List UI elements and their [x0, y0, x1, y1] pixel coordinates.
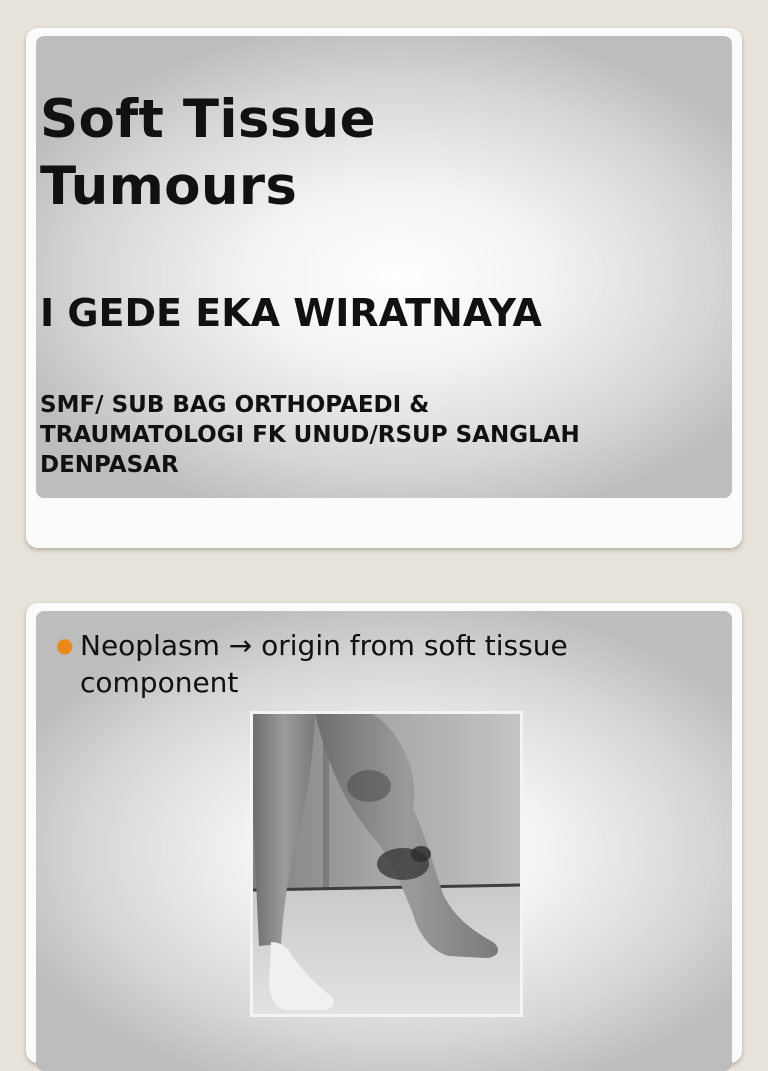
slide-2-panel	[36, 611, 732, 1071]
slide-2	[26, 603, 742, 1063]
bullet-text-line-2: component	[80, 666, 239, 699]
slide-1-panel	[36, 36, 732, 498]
leg-photo-illustration	[253, 714, 520, 1014]
bullet-marker-icon: ●	[56, 633, 74, 657]
affiliation-line-2: TRAUMATOLOGI FK UNUD/RSUP SANGLAH	[40, 422, 580, 448]
slide-1	[26, 28, 742, 548]
author-name: I GEDE EKA WIRATNAYA	[40, 291, 542, 335]
slide-title-line-1: Soft Tissue	[40, 89, 376, 150]
leg-tumour-photo	[250, 711, 523, 1017]
author-affiliation	[40, 390, 700, 480]
affiliation-line-3: DENPASAR	[40, 452, 179, 478]
affiliation-line-1: SMF/ SUB BAG ORTHOPAEDI &	[40, 392, 430, 418]
slide-title	[40, 86, 376, 220]
slide-title-line-2: Tumours	[40, 156, 298, 217]
bullet-item	[56, 627, 696, 701]
bullet-text-line-1: Neoplasm → origin from soft tissue	[80, 629, 568, 662]
bullet-text	[80, 627, 568, 701]
